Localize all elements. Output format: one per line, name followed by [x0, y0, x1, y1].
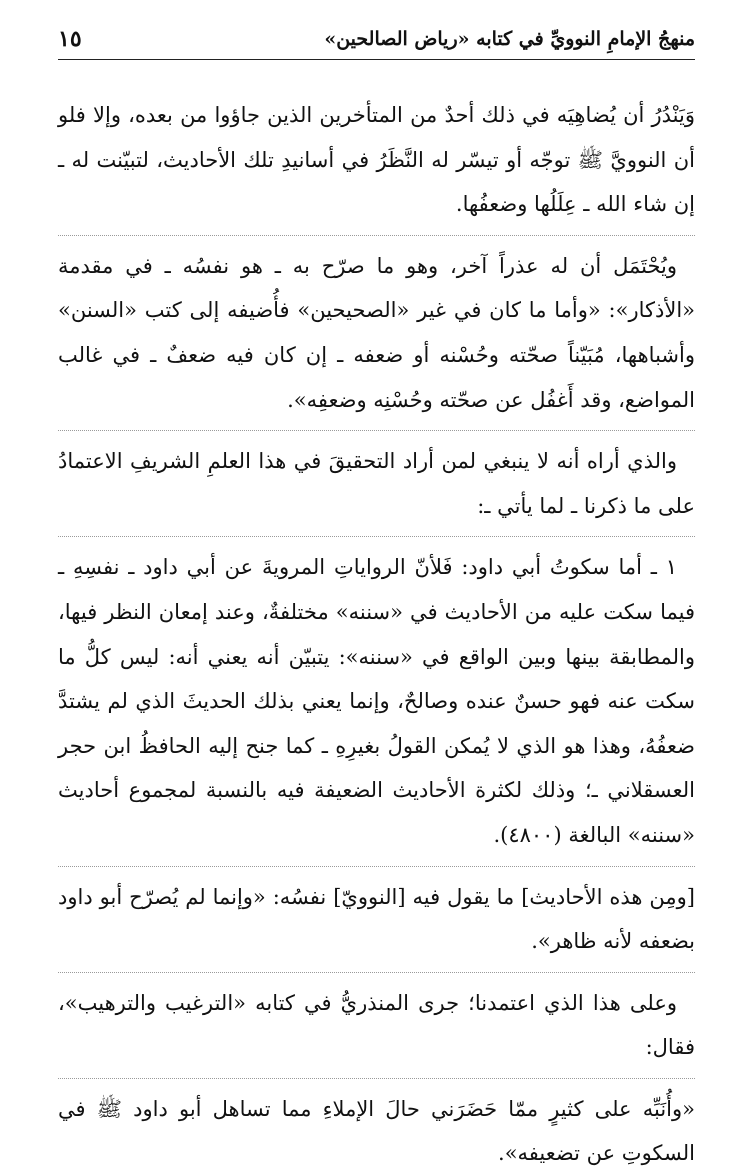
paragraph-divider [58, 430, 695, 432]
paragraph: والذي أراه أنه لا ينبغي لمن أراد التحقيقَ في هذا العلمِ الشريفِ الاعتمادُ على ما ذكرنا ـ لما يأتي ـ: [58, 449, 695, 518]
paragraph: وعلى هذا الذي اعتمدنا؛ جرى المنذريُّ في كتابه «الترغيب والترهيب»، فقال: [58, 990, 695, 1060]
paragraph-divider [58, 866, 695, 868]
quotation-paragraph: «وأُنَبِّه على كثيرٍ ممّا حَضَرَني حالَ الإملاءِ مما تساهل أبو داود ﷺ في السكوتِ عن تضعيفه». [58, 1096, 695, 1166]
header-rule [58, 59, 695, 60]
paragraph: [ومِن هذه الأحاديث] ما يقول فيه [النوويّ] نفسُه: «وإنما لم يُصرّح أبو داود بضعفه لأنه ظاهر». [58, 884, 695, 954]
paragraph-divider [58, 972, 695, 974]
paragraph-divider [58, 235, 695, 237]
paragraph-divider [58, 536, 695, 538]
body-text [58, 93, 695, 1176]
paragraph: ويُحْتَمَل أن له عذراً آخر، وهو ما صرّح به ـ هو نفسُه ـ في مقدمة «الأذكار»: «وأما ما كان في غير «الصحيحين» فأُضيفه إلى كتب «السنن» وأشباهها، مُبَيّناً صحّته وحُسْنه أو ضعفه ـ إن كان فيه ضعفٌ ـ في غالب المواضع، وقد أَغفُل عن صحّته وحُسْنِه وضعفِه». [58, 253, 695, 412]
paragraph: وَيَنْدُرُ أن يُضاهِيَه في ذلك أحدٌ من المتأخرين الذين جاؤوا من بعده، وإلا فلو أن النوويَّ ﷺ توجّه أو تيسّر له النَّظَرُ في أسانيدِ تلك الأحاديث، لتبيّنت له ـ إن شاء الله ـ عِلَلُها وضعفُها. [58, 103, 695, 217]
paragraph-divider [58, 1078, 695, 1080]
page-number: ١٥ [58, 26, 82, 52]
paragraph: ١ ـ أما سكوتُ أبي داود: فَلأنّ الرواياتِ المرويةَ عن أبي داود ـ نفسِهِ ـ فيما سكت عليه من الأحاديث في «سننه» مختلفةٌ، وعند إمعان النظر فيها، والمطابقة بينها وبين الواقع في «سننه»: يتبيّن أنه يعني أنه: ليس كلُّ ما سكت عنه فهو حسنٌ عنده وصالحٌ، وإنما يعني بذلك الحديثَ الذي لم يشتدَّ ضعفُهُ، وهذا هو الذي لا يُمكن القولُ بغيرِهِ ـ كما جنح إليه الحافظُ ابن حجر العسقلاني ـ؛ وذلك لكثرة الأحاديث الضعيفة فيه بالنسبة لمجموع أحاديث «سننه» البالغة (٤٨٠٠). [58, 555, 695, 847]
running-title: منهجُ الإمامِ النوويِّ في كتابه «رياض الصالحين» [324, 28, 695, 50]
page-header [58, 22, 695, 56]
